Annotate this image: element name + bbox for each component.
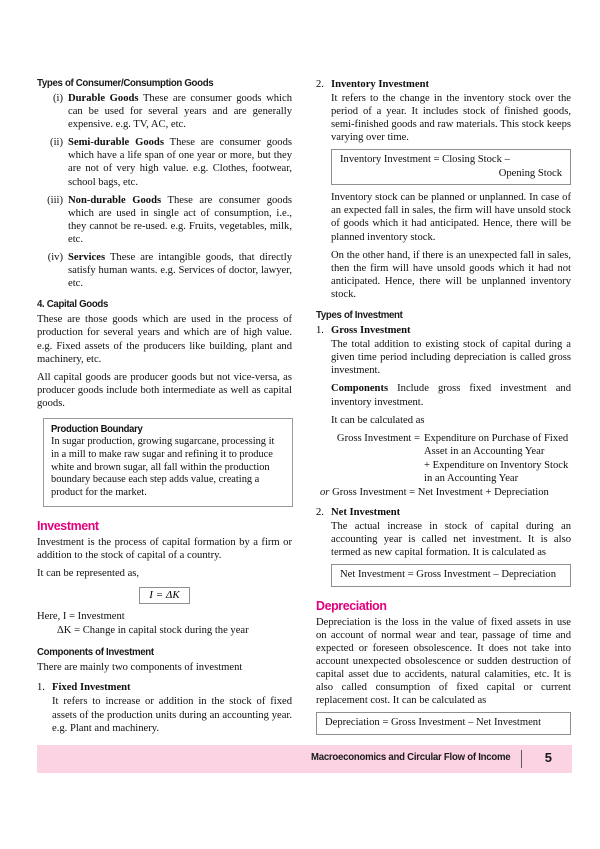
paragraph-investment-representation-lead: It can be represented as,: [37, 568, 140, 580]
heading-components-of-investment: Components of Investment: [37, 647, 154, 659]
term-text: These are consumer goods which can be used for several years and are generally expensive. e.g. TV, AC, etc.: [68, 93, 293, 131]
paragraph-fixed-investment: It refers to increase or addition in the stock of fixed assets of the production units during an accounting year. e.g. Plant and machinery.: [52, 696, 292, 734]
paragraph-investment-definition: Investment is the process of capital formation by a firm or addition to the stock of capital of a country.: [37, 536, 292, 562]
right-column: [316, 78, 571, 741]
paragraph-planned-inventory: Inventory stock can be planned or unplanned. In case of an expected fall in sales, the firm will have unsold stock of goods which it had anticipated. Hence, there will be planned inventory stock.: [331, 192, 571, 243]
heading-investment: Investment: [37, 517, 99, 533]
components-list: [37, 681, 292, 734]
paragraph-depreciation-definition: Depreciation is the loss in the value of fixed assets in use on account of normal wear and tear, passage of time and expected or foreseen obsolescence. It does not take into account unexpected obsolescence or sudden destruction of capital asset due to accidents, natural calamities, etc. It is also called consumption of fixed capital or current replacement cost. It can be calculated as: [316, 616, 571, 707]
components-label: Components: [331, 383, 389, 395]
formula-investment-wrapper: [37, 585, 292, 604]
subheading-fixed-investment: Fixed Investment: [52, 682, 131, 694]
where-line-investment: Here, I = Investment: [37, 611, 125, 623]
term-text: These are intangible goods, that directly satisfy human wants. e.g. Services of doctor, lawyer, etc.: [68, 252, 292, 290]
formula-investment: I = ΔK: [139, 587, 189, 604]
formula-inventory-investment: [331, 149, 571, 185]
list-marker: 2.: [316, 506, 324, 518]
consumer-goods-list: [37, 92, 292, 290]
paragraph-inventory-investment-definition: It refers to the change in the inventory stock over the period of a year. It includes stock of finished goods, semi-finished goods and raw materials. This stock keeps varying over time.: [331, 93, 571, 144]
net-investment-list: [316, 506, 571, 587]
list-marker: (iv): [47, 252, 63, 264]
term-text: These are consumer goods which have a life span of one year or more, but they are not of very high value. e.g. Clothes, footwear, school bags, etc.: [68, 137, 292, 188]
components-text: Include gross fixed investment and inventory investment.: [331, 383, 571, 408]
list-item-inventory-investment: [316, 78, 571, 301]
term-label: Durable Goods: [68, 93, 139, 104]
list-item-semi-durable-goods: [37, 136, 292, 188]
inventory-investment-list: [316, 78, 571, 301]
formula-row-4: [316, 472, 571, 485]
subheading-net-investment: Net Investment: [331, 506, 401, 518]
footer-divider: [521, 750, 522, 768]
subheading-gross-investment: Gross Investment: [331, 325, 411, 337]
formula-net-investment: Net Investment = Gross Investment – Depreciation: [331, 564, 571, 586]
paragraph-gross-investment-definition: The total addition to existing stock of capital during a given time period including depreciation is called gross investment.: [331, 339, 571, 377]
left-column: [37, 78, 292, 741]
subheading-inventory-investment: Inventory Investment: [331, 79, 429, 90]
list-marker: 1.: [316, 325, 324, 337]
list-marker: 1.: [37, 682, 45, 694]
heading-types-of-investment: Types of Investment: [316, 310, 403, 322]
types-of-investment-list: [316, 324, 571, 427]
formula-lhs-spacer: [316, 459, 424, 472]
or-prefix: or: [320, 487, 330, 499]
formula-lhs-spacer: [316, 445, 424, 458]
or-formula: Gross Investment = Net Investment + Depreciation: [332, 487, 549, 499]
list-item-fixed-investment: [37, 681, 292, 734]
term-text: These are consumer goods which are used in single act of consumption, i.e., they cannot be re-used. e.g. Fruits, vegetables, milk, etc.: [68, 194, 292, 245]
heading-types-of-consumer-goods: Types of Consumer/Consumption Goods: [37, 78, 214, 89]
paragraph-unplanned-inventory: On the other hand, if there is an unexpected fall in sales, then the firm will have unsold goods which it had not anticipated. Hence, there will be unplanned inventory stock.: [331, 249, 571, 300]
production-boundary-box: [43, 418, 293, 507]
paragraph-net-investment-definition: The actual increase in stock of capital during an accounting year is called net investment. It is also termed as new capital formation. It is calculated as: [331, 520, 571, 558]
paragraph-gross-investment-components: [331, 382, 571, 408]
term-label: Non-durable Goods: [68, 194, 162, 206]
list-item-durable-goods: [37, 92, 292, 131]
list-item-net-investment: [316, 506, 571, 587]
list-marker: 2.: [316, 79, 324, 90]
formula-lhs: Gross Investment =: [336, 432, 420, 444]
heading-depreciation: Depreciation: [316, 597, 387, 613]
paragraph-capital-goods-vice-versa: All capital goods are producer goods but not vice-versa, as producer goods include both intermediate as well as capital goods.: [37, 371, 292, 409]
formula-row-1: [316, 432, 571, 445]
formula-depreciation: Depreciation = Gross Investment – Net Investment: [316, 712, 571, 734]
paragraph-components-lead: There are mainly two components of investment: [37, 662, 243, 674]
production-boundary-title: Production Boundary: [51, 423, 143, 435]
formula-lhs-spacer: [316, 472, 424, 485]
formula-rhs-line-4: in an Accounting Year: [424, 472, 519, 484]
heading-capital-goods: 4. Capital Goods: [37, 299, 109, 311]
formula-line-2: Opening Stock: [498, 167, 562, 179]
where-line-delta-k: ΔK = Change in capital stock during the year: [57, 625, 249, 637]
formula-row-3: [316, 459, 571, 472]
formula-alternate-line: [316, 486, 571, 499]
term-label: Semi-durable Goods: [68, 137, 164, 149]
list-item-services: [37, 251, 292, 290]
formula-rhs-line-2: Asset in an Accounting Year: [424, 446, 545, 458]
term-label: Services: [68, 252, 106, 264]
list-item-non-durable-goods: [37, 194, 292, 246]
list-marker: (iii): [47, 194, 63, 206]
paragraph-gross-calc-lead: It can be calculated as: [331, 414, 425, 426]
list-marker: (i): [53, 93, 63, 104]
paragraph-capital-goods-definition: These are those goods which are used in the process of production for several years and which are of high value. e.g. Fixed assets of the producers like building, plant and machinery, etc.: [37, 314, 292, 365]
formula-line-1: Inventory Investment = Closing Stock –: [340, 154, 510, 166]
list-marker: (ii): [50, 137, 63, 149]
list-item-gross-investment: [316, 324, 571, 427]
formula-row-2: [316, 445, 571, 458]
footer-chapter-title: Macroeconomics and Circular Flow of Income: [310, 752, 510, 763]
formula-rhs-line-1: Expenditure on Purchase of Fixed: [424, 432, 569, 444]
formula-rhs-line-3: + Expenditure on Inventory Stock: [424, 459, 569, 471]
production-boundary-text: In sugar production, growing sugarcane, processing it in a mill to make raw sugar and refining it to produce white and brown sugar, all fall within the production boundary because each step adds value, creating a product for the market.: [51, 435, 275, 499]
page-number: 5: [544, 750, 552, 765]
formula-gross-investment: [316, 432, 571, 500]
two-column-layout: [37, 78, 572, 741]
page-footer: [37, 745, 572, 773]
